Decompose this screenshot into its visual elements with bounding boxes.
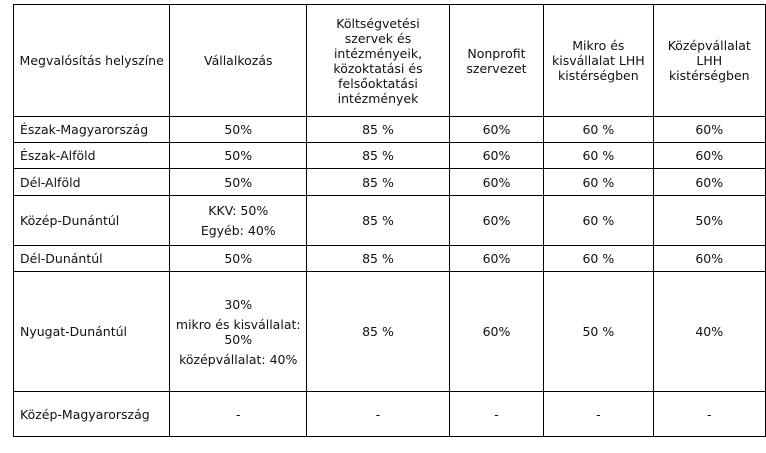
row-location: Észak-Alföld	[14, 143, 170, 169]
row-enterprise-rate	[170, 143, 307, 169]
row-location: Nyugat-Dunántúl	[14, 272, 170, 392]
row-micro-small-rate: 60 %	[544, 117, 653, 143]
row-budgetary-rate: 85 %	[307, 272, 450, 392]
enterprise-rate-line: 50%	[224, 122, 253, 137]
row-medium-rate: 50%	[653, 196, 765, 246]
table-row	[14, 117, 766, 143]
row-micro-small-rate: 60 %	[544, 196, 653, 246]
row-location: Dél-Alföld	[14, 169, 170, 196]
header-enterprise: Vállalkozás	[170, 5, 307, 117]
enterprise-rate-line: KKV: 50%	[208, 203, 269, 218]
row-nonprofit-rate: 60%	[449, 272, 543, 392]
row-enterprise-rate	[170, 196, 307, 246]
row-medium-rate: 60%	[653, 246, 765, 272]
table-row	[14, 246, 766, 272]
row-budgetary-rate: 85 %	[307, 246, 450, 272]
enterprise-rate-line: 50%	[224, 174, 253, 190]
table-row	[14, 196, 766, 246]
row-enterprise-rate	[170, 117, 307, 143]
enterprise-rate-line: Egyéb: 40%	[200, 223, 276, 238]
header-budgetary: Költségvetési szervek és intézményeik, közoktatási és felsőoktatási intézmények	[307, 5, 450, 117]
row-location: Dél-Dunántúl	[14, 246, 170, 272]
table-header-row	[14, 5, 766, 117]
row-location: Észak-Magyarország	[14, 117, 170, 143]
row-micro-small-rate: 60 %	[544, 143, 653, 169]
row-enterprise-rate	[170, 272, 307, 392]
row-nonprofit-rate: 60%	[449, 246, 543, 272]
row-budgetary-rate: 85 %	[307, 169, 450, 196]
row-nonprofit-rate: 60%	[449, 169, 543, 196]
enterprise-rate-line: mikro és kisvállalat: 50%	[175, 316, 301, 347]
row-enterprise-rate	[170, 392, 307, 437]
row-medium-rate: 60%	[653, 117, 765, 143]
header-micro-small: Mikro és kisvállalat LHH kistérségben	[544, 5, 653, 117]
header-nonprofit: Nonprofit szervezet	[449, 5, 543, 117]
row-enterprise-rate	[170, 246, 307, 272]
row-enterprise-rate	[170, 169, 307, 196]
header-medium: Középvállalat LHH kistérségben	[653, 5, 765, 117]
row-medium-rate: 60%	[653, 169, 765, 196]
row-nonprofit-rate: -	[449, 392, 543, 437]
row-medium-rate: 60%	[653, 143, 765, 169]
row-budgetary-rate: -	[307, 392, 450, 437]
row-medium-rate: 40%	[653, 272, 765, 392]
row-location: Közép-Magyarország	[14, 392, 170, 437]
table-row	[14, 272, 766, 392]
row-medium-rate: -	[653, 392, 765, 437]
table-row	[14, 392, 766, 437]
row-micro-small-rate: -	[544, 392, 653, 437]
table-row	[14, 169, 766, 196]
funding-rate-table	[13, 4, 766, 437]
row-micro-small-rate: 60 %	[544, 169, 653, 196]
enterprise-rate-line: -	[235, 406, 241, 422]
row-nonprofit-rate: 60%	[449, 117, 543, 143]
row-micro-small-rate: 60 %	[544, 246, 653, 272]
row-nonprofit-rate: 60%	[449, 143, 543, 169]
row-budgetary-rate: 85 %	[307, 117, 450, 143]
row-budgetary-rate: 85 %	[307, 196, 450, 246]
enterprise-rate-line: középvállalat: 40%	[179, 351, 298, 367]
row-budgetary-rate: 85 %	[307, 143, 450, 169]
header-location: Megvalósítás helyszíne	[14, 5, 170, 117]
enterprise-rate-line: 50%	[224, 148, 253, 163]
row-location: Közép-Dunántúl	[14, 196, 170, 246]
row-nonprofit-rate: 60%	[449, 196, 543, 246]
enterprise-rate-line: 30%	[224, 296, 253, 312]
row-micro-small-rate: 50 %	[544, 272, 653, 392]
enterprise-rate-line: 50%	[224, 251, 253, 266]
table-row	[14, 143, 766, 169]
